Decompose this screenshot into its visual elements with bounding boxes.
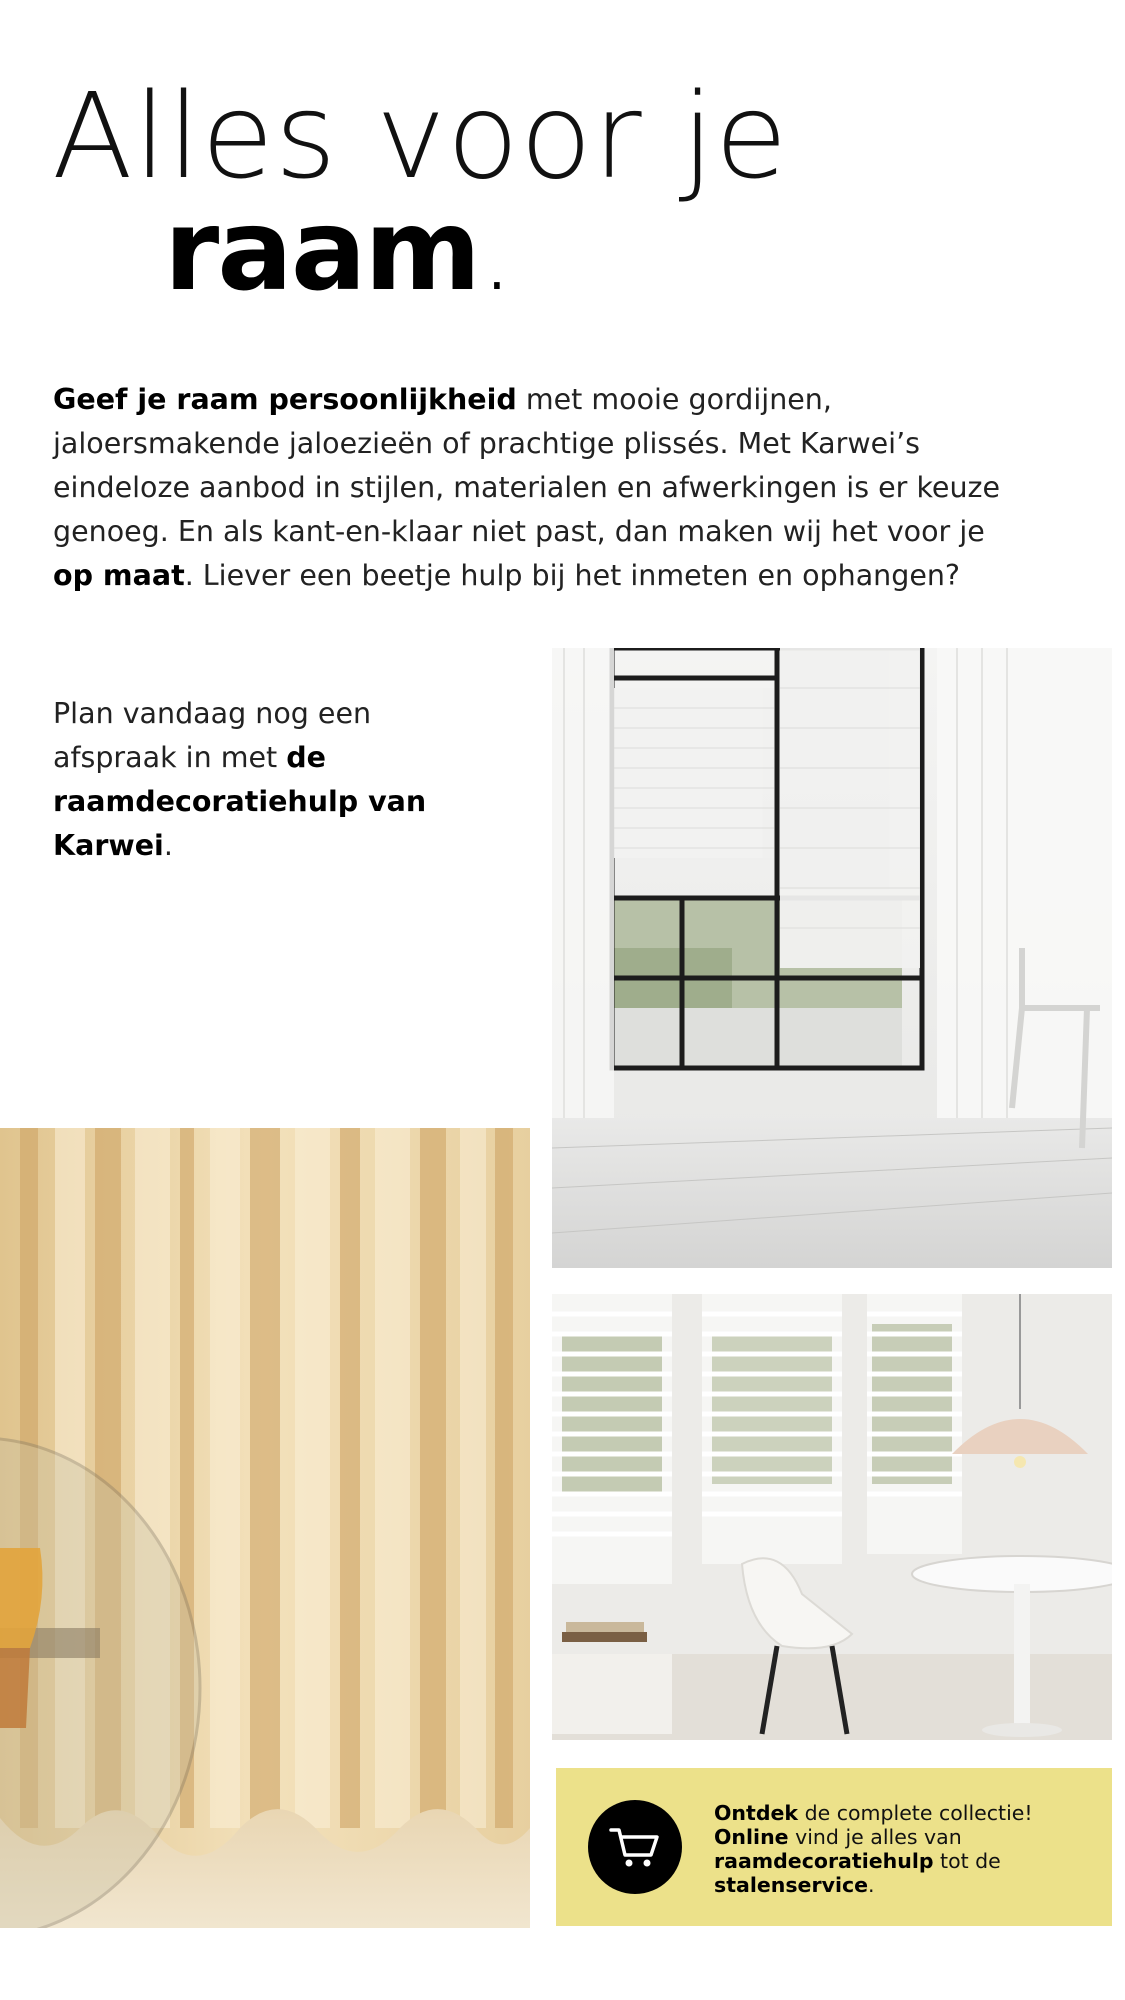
plan-text-2: . (163, 829, 173, 862)
plan-bold: de raamdecoratiehulp van Karwei (53, 741, 427, 862)
intro-paragraph (53, 378, 1003, 598)
intro-bold-lead: Geef je raam persoonlijkheid (53, 383, 517, 416)
cta-banner[interactable] (556, 1768, 1112, 1926)
headline-raam: raam (164, 186, 480, 316)
sheer-curtain-photo (0, 1128, 530, 1928)
cta-bold-online: Online (714, 1825, 789, 1849)
cta-text (714, 1801, 1104, 1897)
cta-text-2: vind je alles van (788, 1825, 962, 1849)
venetian-blinds-photo (552, 1294, 1112, 1740)
shopping-cart-icon[interactable] (588, 1800, 682, 1894)
cta-bold-stalenservice: stalenservice (714, 1873, 869, 1897)
headline-period: . (479, 186, 513, 316)
cta-bold-ontdek: Ontdek (714, 1801, 799, 1825)
headline-line-1: Alles voor je (52, 67, 789, 205)
cta-text-3: tot de (933, 1849, 1001, 1873)
intro-text-2: . Liever een beetje hulp bij het inmeten en ophangen? (184, 559, 961, 592)
plan-paragraph (53, 692, 473, 868)
window-plisse-photo (552, 648, 1112, 1268)
intro-text-1: met mooie gordijnen, jaloersmakende jaloezieën of prachtige plissés. Met Karwei’s eindeloze aanbod in stijlen, materialen en afwerkingen is er keuze genoeg. En als kant-en-klaar niet past, dan maken wij het voor je (53, 383, 1001, 548)
intro-bold-op-maat: op maat (53, 559, 185, 592)
cta-bold-raamdecoratiehulp: raamdecoratiehulp (714, 1849, 934, 1873)
plan-text-1: Plan vandaag nog een afspraak in met (53, 697, 372, 774)
headline-line-2 (164, 186, 789, 316)
page-headline (52, 67, 789, 316)
cta-text-1: de complete collectie! (798, 1801, 1033, 1825)
cta-text-4: . (868, 1873, 875, 1897)
